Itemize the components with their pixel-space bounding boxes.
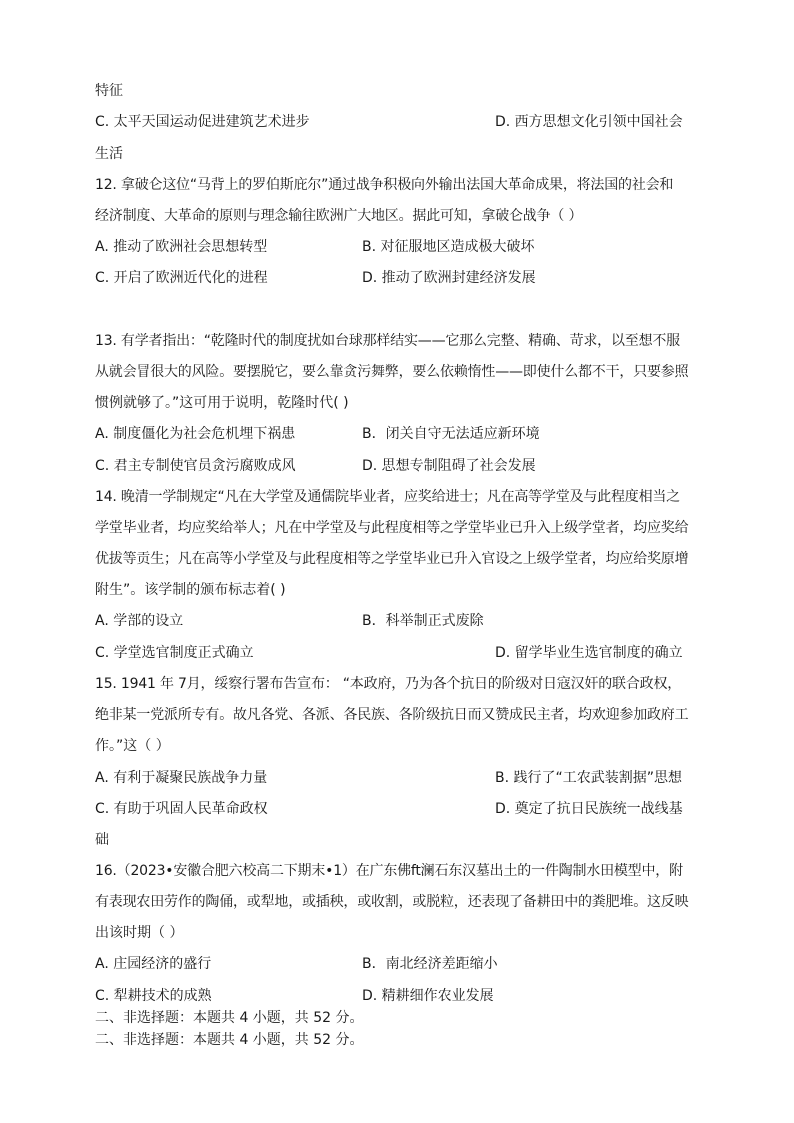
option-c[interactable]: C. 学堂选官制度正式确立 [95, 645, 254, 661]
question-16-options [95, 986, 705, 1006]
question-13-stem: 惯例就够了。”这可用于说明，乾隆时代( ) [95, 395, 349, 411]
question-16-stem: 有表现农田劳作的陶俑，或犁地，或插秧，或收割，或脱粒，还表现了备耕田中的粪肥堆。这反映 [95, 894, 689, 910]
option-a[interactable]: A. 推动了欧洲社会思想转型 [95, 239, 268, 255]
question-16-stem: 出该时期（ ） [95, 925, 184, 941]
question-13-options [95, 424, 705, 444]
option-d[interactable]: D. 奠定了抗日民族统一战线基 [495, 801, 683, 817]
text-line: 生活 [95, 146, 123, 162]
question-14-stem: 学堂毕业者，均应奖给举人；凡在中学堂及与此程度相等之学堂毕业已升入上级学堂者，均应奖给 [95, 520, 689, 536]
option-d[interactable]: D. 留学毕业生选官制度的确立 [495, 645, 683, 661]
option-c[interactable]: C. 犁耕技术的成熟 [95, 988, 212, 1004]
question-15-stem: 15. 1941 年 7月，绥察行署布告宣布： “本政府，乃为各个抗日的阶级对日寇汉奸的联合政权， [95, 676, 682, 692]
option-a[interactable]: A. 学部的设立 [95, 613, 184, 629]
option-d[interactable]: D. 西方思想文化引领中国社会 [495, 114, 683, 130]
option-b[interactable]: B. 践行了“工农武装割据”思想 [495, 770, 683, 786]
question-12-options [95, 237, 705, 257]
question-15-stem: 作。”这（ ） [95, 738, 170, 754]
question-16-options [95, 954, 705, 974]
question-14-stem: 附生”。该学制的颁布标志着( ) [95, 582, 286, 598]
question-14-options [95, 643, 705, 663]
option-a[interactable]: A. 制度僵化为社会危机埋下祸患 [95, 426, 296, 442]
question-12-stem: 12. 拿破仑这位“马背上的罗伯斯庇尔”通过战争积极向外输出法国大革命成果，将法国的社会和 [95, 177, 674, 193]
option-c[interactable]: C. 太平天国运动促进建筑艺术进步 [95, 114, 310, 130]
option-b[interactable]: B．南北经济差距缩小 [362, 956, 498, 972]
option-b[interactable]: B. 对征服地区造成极大破坏 [362, 239, 535, 255]
question-14-stem: 14. 晚清一学制规定“凡在大学堂及通儒院毕业者，应奖给进士；凡在高等学堂及与此程度相当之 [95, 489, 680, 505]
option-a[interactable]: A. 有利于凝聚民族战争力量 [95, 770, 268, 786]
question-15-options [95, 799, 705, 819]
question-15-stem: 绝非某一党派所专有。故凡各党、各派、各民族、各阶级抗日而又赞成民主者，均欢迎参加政府工 [95, 707, 689, 723]
option-b[interactable]: B．科举制正式废除 [362, 613, 484, 629]
question-12-options [95, 268, 705, 288]
question-13-stem: 从就会冒很大的风险。要摆脱它，要么靠贪污舞弊，要么依赖惰性——即使什么都不干，只要参照 [95, 364, 689, 380]
question-13-stem: 13. 有学者指出：“乾隆时代的制度扰如台球那样结实——它那么完整、精确、苛求，以至想不服 [95, 333, 680, 349]
option-c[interactable]: C. 有助于巩固人民革命政权 [95, 801, 268, 817]
section-heading: 二、非选择题：本题共 4 小题，共 52 分。 [95, 1032, 364, 1048]
option-d[interactable]: D. 推动了欧洲封建经济发展 [362, 270, 536, 286]
question-12-stem: 经济制度、大革命的原则与理念输往欧洲广大地区。据此可知，拿破仑战争（ ） [95, 208, 583, 224]
question-11-options [95, 112, 705, 132]
option-c[interactable]: C. 君主专制使官员贪污腐败成风 [95, 458, 296, 474]
section-heading: 二、非选择题：本题共 4 小题，共 52 分。 [95, 1010, 364, 1026]
option-d[interactable]: D. 精耕细作农业发展 [362, 988, 494, 1004]
option-c[interactable]: C. 开启了欧洲近代化的进程 [95, 270, 268, 286]
question-14-options [95, 611, 705, 631]
option-b[interactable]: B．闭关自守无法适应新环境 [362, 426, 540, 442]
text-line: 特征 [95, 83, 123, 99]
question-15-options [95, 768, 705, 788]
option-d[interactable]: D. 思想专制阻碍了社会发展 [362, 458, 536, 474]
question-16-stem: 16.（2023•安徽合肥六校高二下期末•1）在广东佛ft澜石东汉墓出土的一件陶制水田模型中，附 [95, 863, 683, 879]
question-14-stem: 优拔等贡生；凡在高等小学堂及与此程度相等之学堂毕业已升入官设之上级学堂者，均应给奖原增 [95, 551, 689, 567]
option-a[interactable]: A. 庄园经济的盛行 [95, 956, 212, 972]
question-13-options [95, 456, 705, 476]
text-line: 础 [95, 832, 109, 848]
